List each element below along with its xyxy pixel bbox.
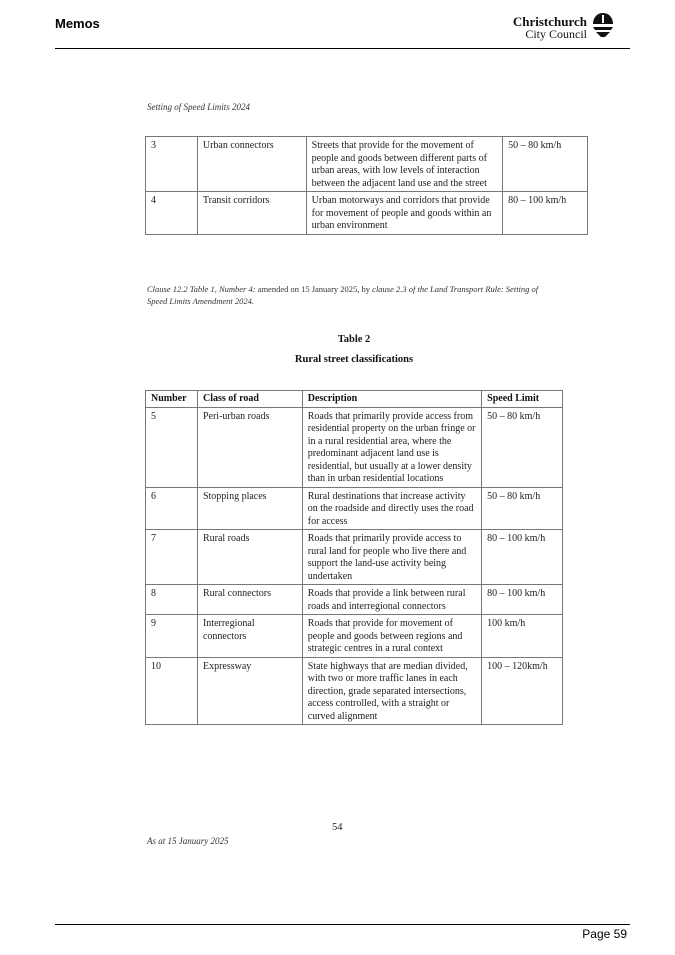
council-logo xyxy=(513,12,615,43)
class-cell: Urban connectors xyxy=(197,137,306,192)
description-cell: Streets that provide for the movement of people and goods between different parts of urban areas, with low levels of interaction between the adjacent land use and the street xyxy=(306,137,503,192)
speed-cell: 100 km/h xyxy=(482,615,563,658)
description-cell: State highways that are median divided, with two or more traffic lanes in each direction, grade separated intersections, access controlled, with a straight or curved alignment xyxy=(302,657,481,725)
footer-divider xyxy=(55,924,630,925)
speed-cell: 50 – 80 km/h xyxy=(482,487,563,530)
amendment-text: amended on 15 January 2025, by xyxy=(255,284,373,294)
number-cell: 3 xyxy=(146,137,198,192)
description-cell: Roads that provide for movement of people and goods between regions and strategic centres in a rural context xyxy=(302,615,481,658)
speed-cell: 50 – 80 km/h xyxy=(482,407,563,487)
class-cell: Rural roads xyxy=(197,530,302,585)
table-row xyxy=(146,487,563,530)
rural-classification-table xyxy=(145,390,563,725)
number-cell: 9 xyxy=(146,615,198,658)
description-cell: Urban motorways and corridors that provide for movement of people and goods within an urban environment xyxy=(306,192,503,235)
description-cell: Roads that primarily provide access to rural land for people who live there and support the land-use activity being undertaken xyxy=(302,530,481,585)
column-header: Speed Limit xyxy=(482,391,563,408)
description-cell: Roads that provide a link between rural roads and interregional connectors xyxy=(302,585,481,615)
table-row xyxy=(146,585,563,615)
urban-classification-table xyxy=(145,136,588,235)
class-cell: Transit corridors xyxy=(197,192,306,235)
document-page-number: 54 xyxy=(332,822,343,833)
number-cell: 7 xyxy=(146,530,198,585)
as-at-date: As at 15 January 2025 xyxy=(147,836,229,846)
page-label: Page 59 xyxy=(582,927,627,941)
number-cell: 10 xyxy=(146,657,198,725)
column-header: Class of road xyxy=(197,391,302,408)
column-header: Description xyxy=(302,391,481,408)
table-row xyxy=(146,615,563,658)
speed-cell: 80 – 100 km/h xyxy=(482,585,563,615)
number-cell: 4 xyxy=(146,192,198,235)
amendment-ref-2: clause 2.3 of the Land Transport Rule: Setting of Speed Limits Amendment 2024. xyxy=(147,284,539,306)
class-cell: Peri-urban roads xyxy=(197,407,302,487)
column-header: Number xyxy=(146,391,198,408)
number-cell: 5 xyxy=(146,407,198,487)
running-head: Setting of Speed Limits 2024 xyxy=(147,102,250,112)
logo-line-2: City Council xyxy=(525,26,587,41)
amendment-note xyxy=(147,283,547,307)
christchurch-logo-icon xyxy=(591,12,615,43)
table-number: Table 2 xyxy=(337,334,371,345)
amendment-ref: Clause 12.2 Table 1, Number 4: xyxy=(147,284,256,294)
speed-cell: 80 – 100 km/h xyxy=(482,530,563,585)
logo-line-1: Christchurch xyxy=(512,13,587,29)
table-row xyxy=(146,530,563,585)
speed-cell: 100 – 120km/h xyxy=(482,657,563,725)
number-cell: 6 xyxy=(146,487,198,530)
class-cell: Interregional connectors xyxy=(197,615,302,658)
description-cell: Roads that primarily provide access from residential property on the urban fringe or in a rural residential area, where the predominant adjacent land use is residential, but usually at a lower density than in urban residential locations xyxy=(302,407,481,487)
table-row xyxy=(146,137,588,192)
table-header-row xyxy=(146,391,563,408)
class-cell: Stopping places xyxy=(197,487,302,530)
description-cell: Rural destinations that increase activity on the roadside and directly uses the road for access xyxy=(302,487,481,530)
table-row xyxy=(146,192,588,235)
table-row xyxy=(146,407,563,487)
number-cell: 8 xyxy=(146,585,198,615)
class-cell: Rural connectors xyxy=(197,585,302,615)
speed-cell: 50 – 80 km/h xyxy=(503,137,588,192)
table-row xyxy=(146,657,563,725)
speed-cell: 80 – 100 km/h xyxy=(503,192,588,235)
header-divider xyxy=(55,48,630,49)
header-title: Memos xyxy=(55,16,100,31)
table-caption: Rural street classifications xyxy=(294,354,414,365)
class-cell: Expressway xyxy=(197,657,302,725)
